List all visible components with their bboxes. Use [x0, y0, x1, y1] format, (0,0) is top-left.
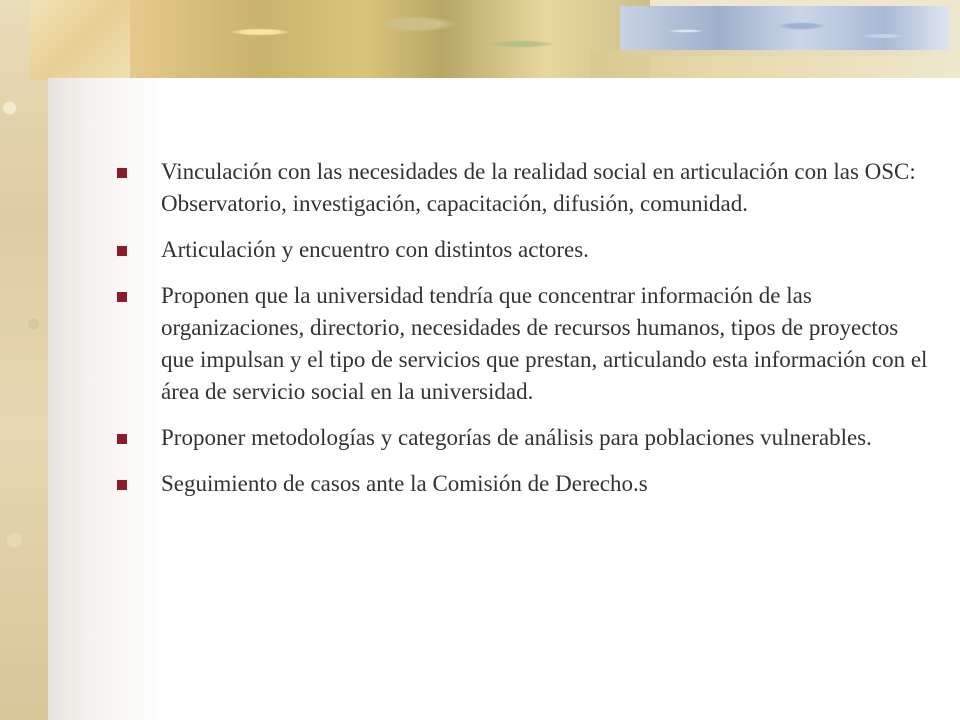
header-banner-image: [30, 0, 960, 80]
square-bullet-icon: [117, 434, 127, 444]
square-bullet-icon: [117, 246, 127, 256]
bullet-text: Articulación y encuentro con distintos actores.: [161, 237, 589, 262]
banner-leaves-segment: [130, 0, 650, 80]
banner-left-segment: [30, 0, 130, 80]
square-bullet-icon: [117, 292, 127, 302]
bullet-item: [108, 280, 928, 408]
square-bullet-icon: [117, 480, 127, 490]
left-texture-band: [0, 0, 48, 720]
bullet-item: [108, 234, 928, 266]
bullet-text: Proponen que la universidad tendría que concentrar información de las organizaciones, directorio, necesidades de recursos humanos, tipos de proyectos que impulsan y el tipo de servicios que prestan, articulando esta información con el área de servicio social en la universidad.: [161, 283, 928, 404]
banner-blue-segment: [620, 6, 950, 56]
bullet-list: [108, 156, 928, 514]
bullet-text: Proponer metodologías y categorías de análisis para poblaciones vulnerables.: [161, 425, 872, 450]
bullet-item: [108, 468, 928, 500]
bullet-item: [108, 156, 928, 220]
bullet-text: Seguimiento de casos ante la Comisión de Derecho.s: [161, 471, 648, 496]
banner-fade-segment: [590, 50, 960, 78]
square-bullet-icon: [117, 168, 127, 178]
bullet-text: Vinculación con las necesidades de la realidad social en articulación con las OSC: Observatorio, investigación, capacitación, difusión, comunidad.: [161, 159, 916, 216]
bullet-item: [108, 422, 928, 454]
